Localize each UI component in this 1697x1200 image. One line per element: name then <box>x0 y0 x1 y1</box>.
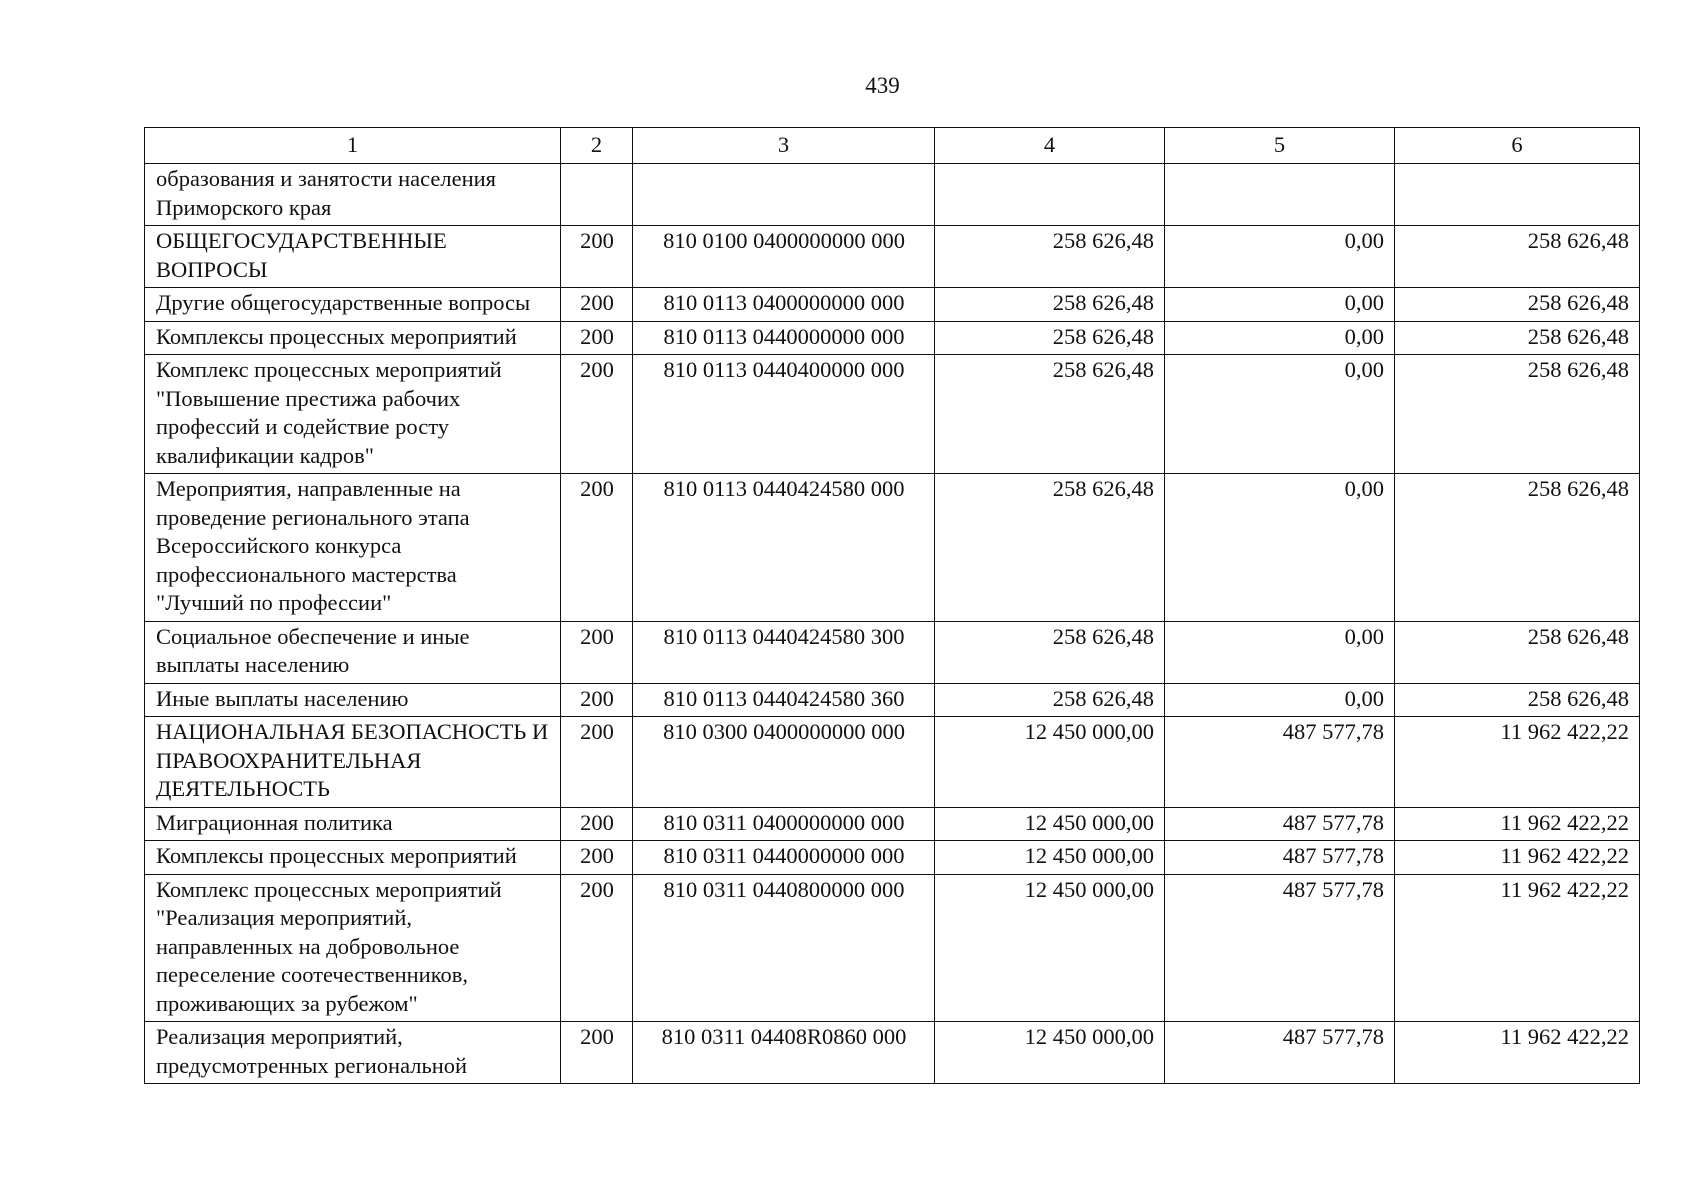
row-col6: 258 626,48 <box>1395 621 1640 683</box>
row-kbk: 810 0300 0400000000 000 <box>633 717 935 808</box>
row-col6: 258 626,48 <box>1395 355 1640 474</box>
row-col4: 12 450 000,00 <box>935 807 1165 841</box>
row-kbk: 810 0311 0400000000 000 <box>633 807 935 841</box>
row-code: 200 <box>561 321 633 355</box>
row-name: Реализация мероприятий, предусмотренных региональной <box>145 1022 561 1084</box>
column-header-4: 4 <box>935 128 1165 164</box>
row-col5: 487 577,78 <box>1165 807 1395 841</box>
row-col4: 12 450 000,00 <box>935 841 1165 875</box>
table-header-row <box>145 128 1640 164</box>
row-col4: 258 626,48 <box>935 683 1165 717</box>
row-col5: 0,00 <box>1165 288 1395 322</box>
row-col4: 258 626,48 <box>935 226 1165 288</box>
table-row <box>145 841 1640 875</box>
row-kbk: 810 0113 0440400000 000 <box>633 355 935 474</box>
row-col4: 258 626,48 <box>935 321 1165 355</box>
row-name: Социальное обеспечение и иные выплаты населению <box>145 621 561 683</box>
column-header-3: 3 <box>633 128 935 164</box>
row-col6: 258 626,48 <box>1395 288 1640 322</box>
row-col4: 12 450 000,00 <box>935 1022 1165 1084</box>
row-name: Мероприятия, направленные на проведение регионального этапа Всероссийского конкурса профессионального мастерства "Лучший по профессии" <box>145 474 561 622</box>
row-kbk: 810 0113 0440424580 360 <box>633 683 935 717</box>
row-code: 200 <box>561 1022 633 1084</box>
row-col6 <box>1395 164 1640 226</box>
row-code: 200 <box>561 474 633 622</box>
row-col6: 11 962 422,22 <box>1395 841 1640 875</box>
row-name: Иные выплаты населению <box>145 683 561 717</box>
row-col5: 0,00 <box>1165 321 1395 355</box>
row-code: 200 <box>561 841 633 875</box>
table-row <box>145 164 1640 226</box>
row-col4: 258 626,48 <box>935 355 1165 474</box>
row-col4: 258 626,48 <box>935 474 1165 622</box>
row-col6: 11 962 422,22 <box>1395 874 1640 1022</box>
budget-table <box>144 127 1640 1084</box>
row-col4 <box>935 164 1165 226</box>
row-col5: 0,00 <box>1165 621 1395 683</box>
row-col6: 11 962 422,22 <box>1395 717 1640 808</box>
row-kbk: 810 0113 0400000000 000 <box>633 288 935 322</box>
row-col6: 11 962 422,22 <box>1395 1022 1640 1084</box>
column-header-5: 5 <box>1165 128 1395 164</box>
row-name: Другие общегосударственные вопросы <box>145 288 561 322</box>
row-code: 200 <box>561 683 633 717</box>
row-col6: 258 626,48 <box>1395 321 1640 355</box>
row-col5 <box>1165 164 1395 226</box>
row-col4: 258 626,48 <box>935 288 1165 322</box>
page-number: 439 <box>865 73 900 98</box>
table-row <box>145 807 1640 841</box>
row-col5: 487 577,78 <box>1165 1022 1395 1084</box>
row-kbk: 810 0100 0400000000 000 <box>633 226 935 288</box>
row-col5: 0,00 <box>1165 683 1395 717</box>
row-col6: 258 626,48 <box>1395 474 1640 622</box>
row-name: образования и занятости населения Приморского края <box>145 164 561 226</box>
row-code: 200 <box>561 226 633 288</box>
row-name: ОБЩЕГОСУДАРСТВЕННЫЕ ВОПРОСЫ <box>145 226 561 288</box>
column-header-1: 1 <box>145 128 561 164</box>
table-row <box>145 321 1640 355</box>
row-kbk: 810 0311 04408R0860 000 <box>633 1022 935 1084</box>
table-row <box>145 1022 1640 1084</box>
row-col6: 258 626,48 <box>1395 226 1640 288</box>
row-code <box>561 164 633 226</box>
row-name: Комплексы процессных мероприятий <box>145 841 561 875</box>
row-code: 200 <box>561 288 633 322</box>
row-name: Миграционная политика <box>145 807 561 841</box>
table-row <box>145 474 1640 622</box>
row-col5: 487 577,78 <box>1165 874 1395 1022</box>
row-col5: 0,00 <box>1165 474 1395 622</box>
row-code: 200 <box>561 355 633 474</box>
table-row <box>145 683 1640 717</box>
row-kbk: 810 0113 0440000000 000 <box>633 321 935 355</box>
row-kbk: 810 0113 0440424580 000 <box>633 474 935 622</box>
row-kbk: 810 0311 0440800000 000 <box>633 874 935 1022</box>
row-kbk <box>633 164 935 226</box>
row-col4: 258 626,48 <box>935 621 1165 683</box>
table-row <box>145 355 1640 474</box>
row-kbk: 810 0113 0440424580 300 <box>633 621 935 683</box>
row-name: Комплексы процессных мероприятий <box>145 321 561 355</box>
column-header-2: 2 <box>561 128 633 164</box>
row-col5: 0,00 <box>1165 355 1395 474</box>
row-col5: 487 577,78 <box>1165 841 1395 875</box>
row-code: 200 <box>561 621 633 683</box>
table-row <box>145 717 1640 808</box>
table-row <box>145 874 1640 1022</box>
row-name: Комплекс процессных мероприятий "Повышение престижа рабочих профессий и содействие росту квалификации кадров" <box>145 355 561 474</box>
row-name: Комплекс процессных мероприятий "Реализация мероприятий, направленных на добровольное переселение соотечественников, проживающих за рубежом" <box>145 874 561 1022</box>
row-col6: 11 962 422,22 <box>1395 807 1640 841</box>
table-row <box>145 226 1640 288</box>
column-header-6: 6 <box>1395 128 1640 164</box>
row-name: НАЦИОНАЛЬНАЯ БЕЗОПАСНОСТЬ И ПРАВООХРАНИТЕЛЬНАЯ ДЕЯТЕЛЬНОСТЬ <box>145 717 561 808</box>
row-code: 200 <box>561 807 633 841</box>
table-row <box>145 288 1640 322</box>
row-kbk: 810 0311 0440000000 000 <box>633 841 935 875</box>
row-col6: 258 626,48 <box>1395 683 1640 717</box>
row-col4: 12 450 000,00 <box>935 874 1165 1022</box>
table-row <box>145 621 1640 683</box>
row-col5: 487 577,78 <box>1165 717 1395 808</box>
row-code: 200 <box>561 717 633 808</box>
row-col4: 12 450 000,00 <box>935 717 1165 808</box>
row-col5: 0,00 <box>1165 226 1395 288</box>
row-code: 200 <box>561 874 633 1022</box>
